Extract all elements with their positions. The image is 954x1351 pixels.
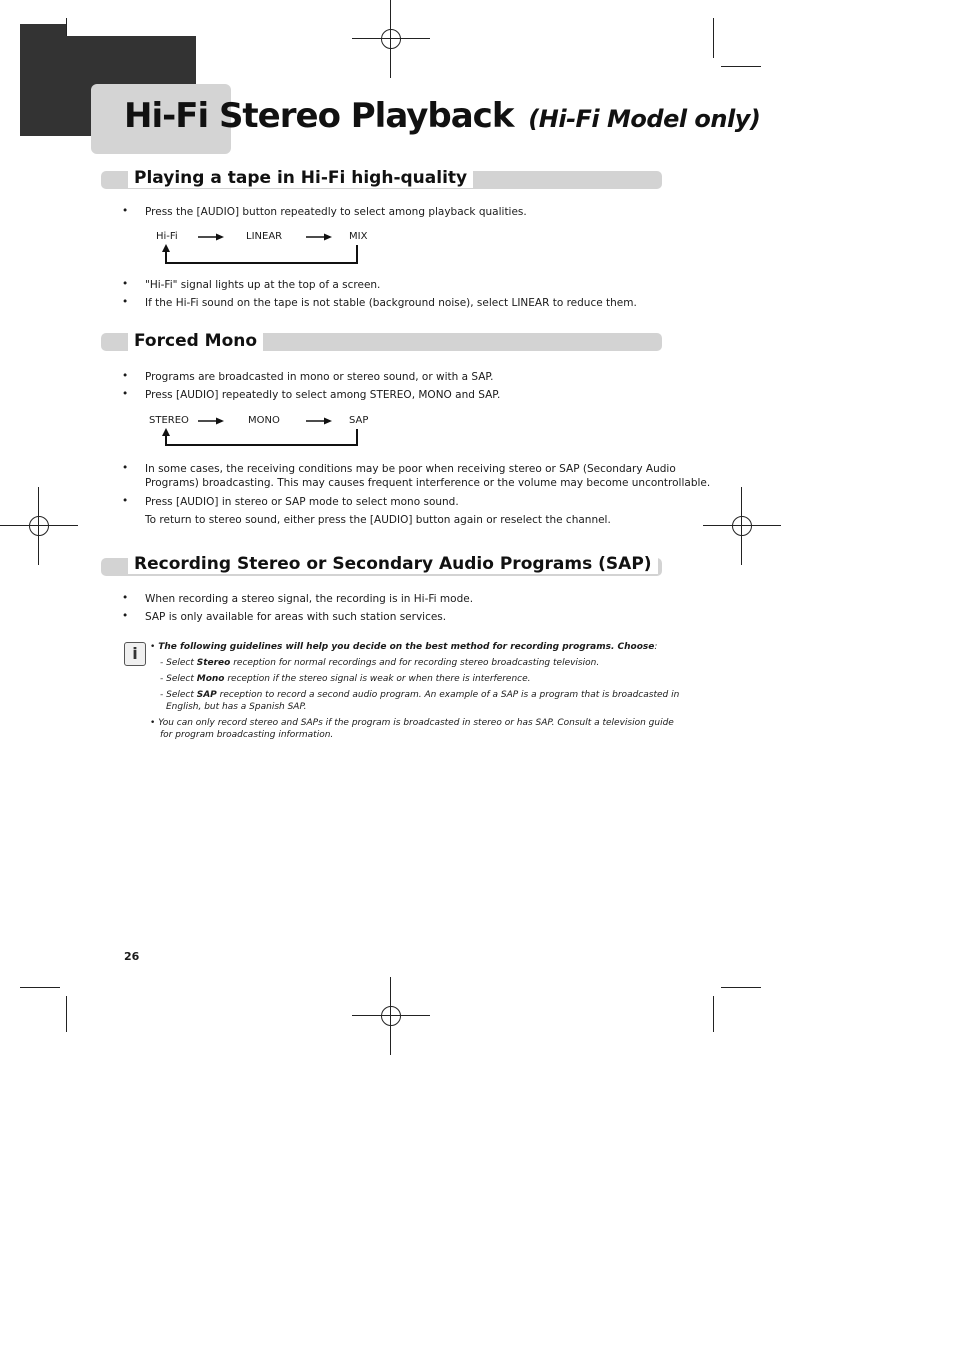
note-second-continuation: for program broadcasting information. xyxy=(160,730,334,740)
arrow-right-icon xyxy=(306,417,332,425)
bullet: • xyxy=(122,388,129,400)
note-line xyxy=(160,673,531,685)
loop-back-arrow-icon xyxy=(160,244,364,266)
note-emphasis: SAP xyxy=(196,690,217,700)
registration-mark xyxy=(0,487,78,565)
note-line xyxy=(160,657,599,669)
list-item: When recording a stereo signal, the recording is in Hi-Fi mode. xyxy=(145,593,474,605)
page-title-main: Hi-Fi Stereo Playback xyxy=(124,96,514,136)
bullet: • xyxy=(122,462,129,474)
page-number: 26 xyxy=(124,950,140,963)
list-item: Press [AUDIO] in stereo or SAP mode to select mono sound. xyxy=(145,496,459,508)
list-item: Press the [AUDIO] button repeatedly to select among playback qualities. xyxy=(145,206,527,218)
section-heading-hifi: Playing a tape in Hi-Fi high-quality xyxy=(128,168,473,188)
note-emphasis: Mono xyxy=(196,674,225,684)
flow-label-linear: LINEAR xyxy=(246,231,283,242)
bullet: • xyxy=(122,296,129,308)
section-heading-recording-sap: Recording Stereo or Secondary Audio Programs (SAP) xyxy=(128,554,658,574)
list-item: Programs are broadcasted in mono or stereo sound, or with a SAP. xyxy=(145,371,494,383)
bullet: • xyxy=(122,610,129,622)
note-second-text: You can only record stereo and SAPs if the program is broadcasted in stereo or has SAP. Consult a television guide xyxy=(158,718,674,728)
bullet: • xyxy=(150,718,156,728)
arrow-right-icon xyxy=(306,233,332,241)
note-line-continuation: English, but has a Spanish SAP. xyxy=(166,702,307,712)
registration-mark xyxy=(352,0,430,78)
bullet: • xyxy=(122,278,129,290)
crop-mark xyxy=(66,996,67,1032)
note-text: - Select xyxy=(160,674,197,684)
crop-mark xyxy=(721,66,761,67)
registration-mark xyxy=(352,977,430,1055)
note-text: reception for normal recordings and for recording stereo broadcasting television. xyxy=(230,658,600,668)
page-title xyxy=(124,96,760,136)
page-title-subtitle: (Hi-Fi Model only) xyxy=(528,105,761,133)
registration-mark xyxy=(703,487,781,565)
list-item: If the Hi-Fi sound on the tape is not stable (background noise), select LINEAR to reduce them. xyxy=(145,297,637,309)
list-item: In some cases, the receiving conditions may be poor when receiving stereo or SAP (Secondary Audio xyxy=(145,463,676,475)
note-text: - Select xyxy=(160,658,197,668)
note-lead-colon: : xyxy=(654,642,658,652)
crop-mark xyxy=(713,18,714,58)
flow-label-mix: MIX xyxy=(349,231,368,242)
info-icon: i xyxy=(124,642,146,666)
list-item-continuation: To return to stereo sound, either press the [AUDIO] button again or reselect the channel. xyxy=(145,514,611,526)
flow-label-sap: SAP xyxy=(349,415,369,426)
header-dark-tab xyxy=(20,24,66,44)
note-line xyxy=(160,689,679,701)
note-lead xyxy=(150,641,657,653)
list-item: "Hi-Fi" signal lights up at the top of a screen. xyxy=(145,279,381,291)
flow-label-stereo: STEREO xyxy=(149,415,189,426)
note-emphasis: Stereo xyxy=(196,658,231,668)
loop-back-arrow-icon xyxy=(160,428,364,450)
section-heading-forced-mono: Forced Mono xyxy=(128,331,263,351)
arrow-right-icon xyxy=(198,233,224,241)
note-text: reception to record a second audio program. An example of a SAP is a program that is broadcasted in xyxy=(216,690,680,700)
note-lead-text: The following guidelines will help you decide on the best method for recording programs. Choose xyxy=(158,642,655,652)
list-item: SAP is only available for areas with such station services. xyxy=(145,611,447,623)
note-text: reception if the stereo signal is weak or when there is interference. xyxy=(224,674,531,684)
flow-label-hifi: Hi-Fi xyxy=(156,231,178,242)
crop-mark xyxy=(721,987,761,988)
crop-mark xyxy=(713,996,714,1032)
bullet: • xyxy=(122,205,129,217)
note-second xyxy=(150,717,674,729)
bullet: • xyxy=(122,370,129,382)
list-item: Press [AUDIO] repeatedly to select among STEREO, MONO and SAP. xyxy=(145,389,501,401)
flow-label-mono: MONO xyxy=(248,415,280,426)
bullet: • xyxy=(150,642,156,652)
crop-mark xyxy=(20,987,60,988)
arrow-right-icon xyxy=(198,417,224,425)
bullet: • xyxy=(122,495,129,507)
list-item-continuation: Programs) broadcasting. This may causes frequent interference or the volume may become uncontrollable. xyxy=(145,477,711,489)
note-text: - Select xyxy=(160,690,197,700)
bullet: • xyxy=(122,592,129,604)
